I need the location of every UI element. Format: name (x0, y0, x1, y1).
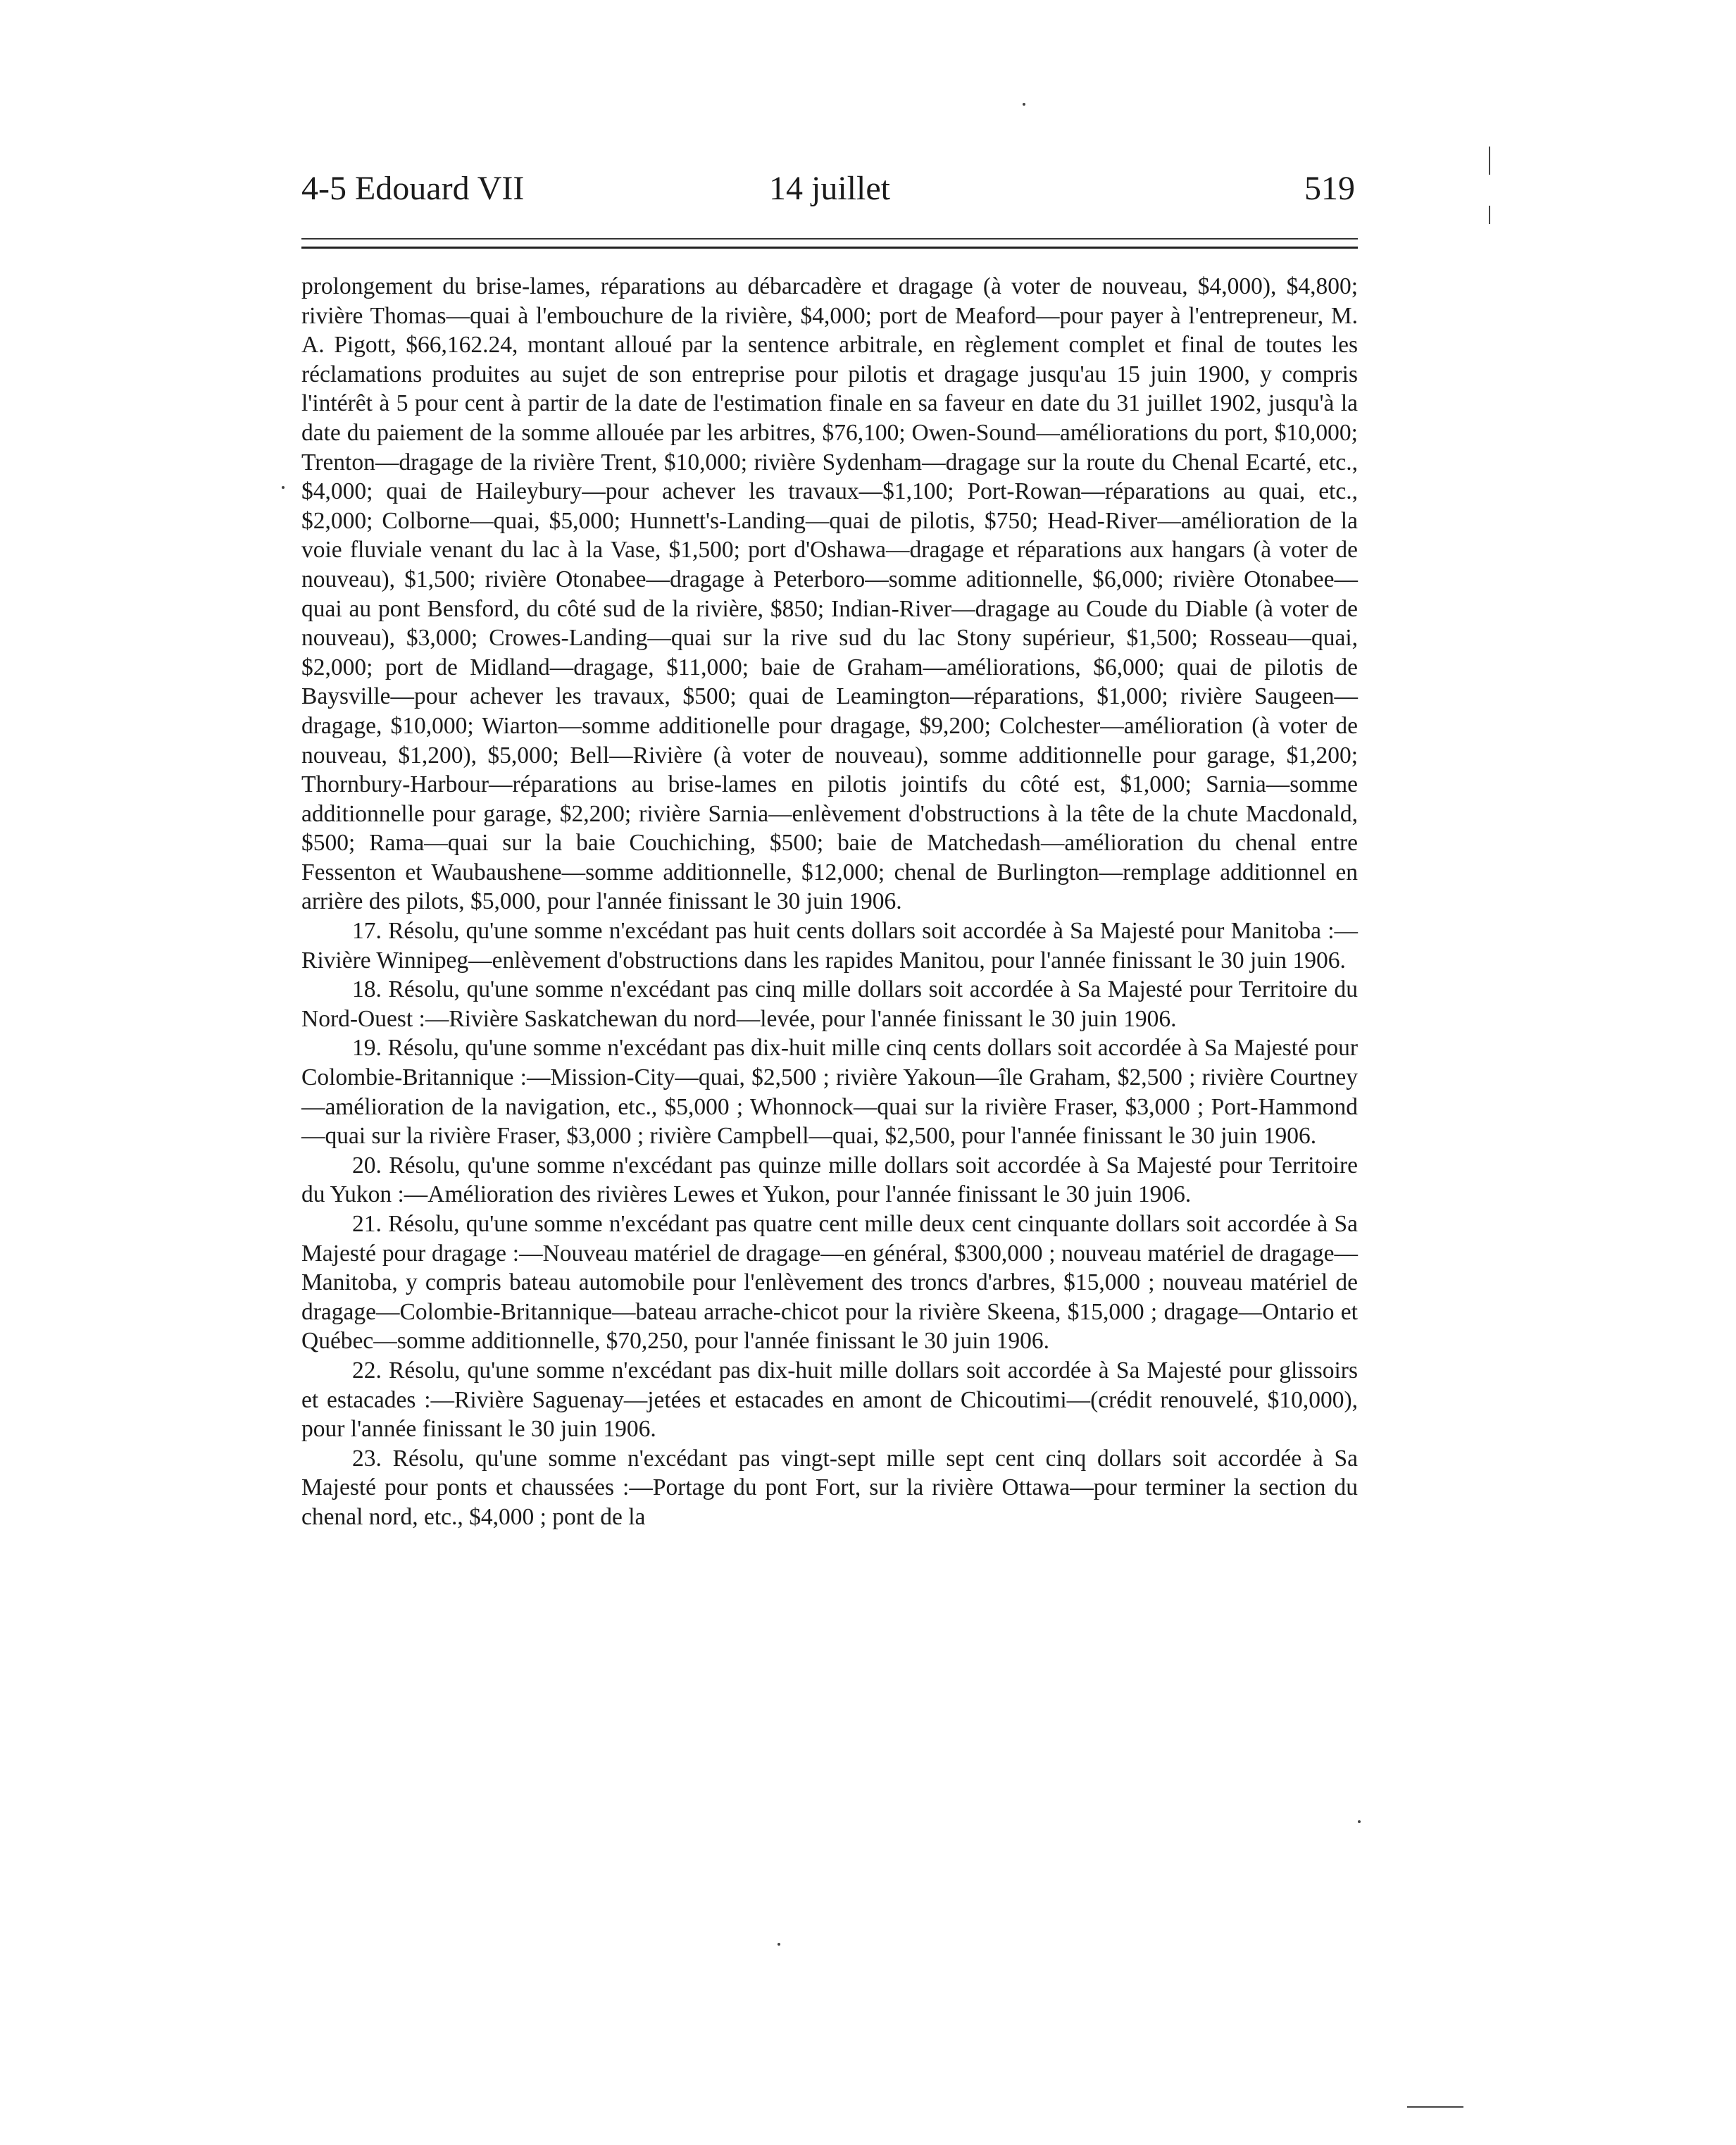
paragraph-continuation: prolongement du brise-lames, réparations au débarcadère et dragage (à voter de nouveau, $4,000), $4,800; rivière Thomas—quai à l'embouchure de la rivière, $4,000; port de Meaford—pour payer à l'entrepreneur, M. A. Pigott, $66,162.24, montant alloué par la sentence arbitrale, en règlement complet et final de toutes les réclamations produites au sujet de son entreprise pour pilotis et dragage jusqu'au 15 juin 1900, y compris l'intérêt à 5 pour cent à partir de la date de l'estimation finale en sa faveur en date du 31 juillet 1902, jusqu'à la date du paiement de la somme allouée par les arbitres, $76,100; Owen-Sound—améliorations du port, $10,000; Trenton—dragage de la rivière Trent, $10,000; rivière Sydenham—dragage sur la route du Chenal Ecarté, etc., $4,000; quai de Haileybury—pour achever les travaux—$1,100; Port-Rowan—réparations au quai, etc., $2,000; Colborne—quai, $5,000; Hunnett's-Landing—quai de pilotis, $750; Head-River—amélioration de la voie fluviale venant du lac à la Vase, $1,500; port d'Oshawa—dragage et réparations aux hangars (à voter de nouveau), $1,500; rivière Otonabee—dragage à Peterboro—somme aditionnelle, $6,000; rivière Otonabee—quai au pont Bensford, du côté sud de la rivière, $850; Indian-River—dragage au Coude du Diable (à voter de nouveau), $3,000; Crowes-Landing—quai sur la rive sud du lac Stony supérieur, $1,500; Rosseau—quai, $2,000; port de Midland—dragage, $11,000; baie de Graham—améliorations, $6,000; quai de pilotis de Baysville—pour achever les travaux, $500; quai de Leamington—réparations, $1,000; rivière Saugeen—dragage, $10,000; Wiarton—somme additionelle pour dragage, $9,200; Colchester—amélioration (à voter de nouveau, $1,200), $5,000; Bell—Rivière (à voter de nouveau), somme additionnelle pour garage, $1,200; Thornbury-Harbour—réparations au brise-lames en pilotis jointifs du côté est, $1,000; Sarnia—somme additionnelle pour garage, $2,200; rivière Sarnia—enlèvement d'obstructions à la tête de la chute Macdonald, $500; Rama—quai sur la baie Couchiching, $500; baie de Matchedash—amélioration du chenal entre Fessenton et Waubaushene—somme additionnelle, $12,000; chenal de Burlington—remplage additionnel en arrière des pilots, $5,000, pour l'année finissant le 30 juin 1906. (301, 273, 1358, 915)
scan-edge-mark (1489, 147, 1490, 175)
header-rule-thick (301, 247, 1358, 249)
paragraph-resolution-22: 22. Résolu, qu'une somme n'excédant pas dix-huit mille dollars soit accordée à Sa Majesté pour glissoirs et estacades :—Rivière Saguenay—jetées et estacades en amont de Chicoutimi—(crédit renouvelé, $10,000), pour l'année finissant le 30 juin 1906. (301, 1357, 1358, 1443)
paragraph-resolution-21: 21. Résolu, qu'une somme n'excédant pas quatre cent mille deux cent cinquante dollars soit accordée à Sa Majesté pour dragage :—Nouveau matériel de dragage—en général, $300,000 ; nouveau matériel de dragage—Manitoba, y compris bateau automobile pour l'enlèvement des troncs d'arbres, $15,000 ; nouveau matériel de dragage—Colombie-Britannique—bateau arrache-chicot pour la rivière Skeena, $15,000 ; dragage—Ontario et Québec—somme additionnelle, $70,250, pour l'année finissant le 30 juin 1906. (301, 1211, 1358, 1355)
header-reign: 4-5 Edouard VII (301, 170, 525, 207)
paragraph-resolution-19: 19. Résolu, qu'une somme n'excédant pas dix-huit mille cinq cents dollars soit accordée à Sa Majesté pour Colombie-Britannique :—Mission-City—quai, $2,500 ; rivière Yakoun—île Graham, $2,500 ; rivière Courtney—amélioration de la navigation, etc., $5,000 ; Whonnock—quai sur la rivière Fraser, $3,000 ; Port-Hammond—quai sur la rivière Fraser, $3,000 ; rivière Campbell—quai, $2,500, pour l'année finissant le 30 juin 1906. (301, 1035, 1358, 1150)
header-date: 14 juillet (769, 170, 890, 207)
scan-speck (778, 1943, 780, 1946)
scan-edge-mark (1489, 206, 1490, 224)
page-number: 519 (1304, 170, 1355, 207)
body-text (301, 272, 1358, 1532)
scan-edge-mark (1407, 2106, 1463, 2108)
paragraph-resolution-23: 23. Résolu, qu'une somme n'excédant pas vingt-sept mille sept cent cinq dollars soit accordée à Sa Majesté pour ponts et chaussées :—Portage du pont Fort, sur la rivière Ottawa—pour terminer la section du chenal nord, etc., $4,000 ; pont de la (301, 1445, 1358, 1530)
scan-speck (1358, 1820, 1361, 1823)
paragraph-resolution-20: 20. Résolu, qu'une somme n'excédant pas quinze mille dollars soit accordée à Sa Majesté pour Territoire du Yukon :—Amélioration des rivières Lewes et Yukon, pour l'année finissant le 30 juin 1906. (301, 1152, 1358, 1208)
running-header (301, 161, 1358, 217)
header-rule-thin (301, 238, 1358, 240)
paragraph-resolution-17: 17. Résolu, qu'une somme n'excédant pas huit cents dollars soit accordée à Sa Majesté pour Manitoba :—Rivière Winnipeg—enlèvement d'obstructions dans les rapides Manitou, pour l'année finissant le 30 juin 1906. (301, 918, 1358, 974)
scan-speck (1023, 103, 1025, 106)
paragraph-resolution-18: 18. Résolu, qu'une somme n'excédant pas cinq mille dollars soit accordée à Sa Majesté pour Territoire du Nord-Ouest :—Rivière Saskatchewan du nord—levée, pour l'année finissant le 30 juin 1906. (301, 976, 1358, 1032)
scan-speck (282, 486, 285, 489)
